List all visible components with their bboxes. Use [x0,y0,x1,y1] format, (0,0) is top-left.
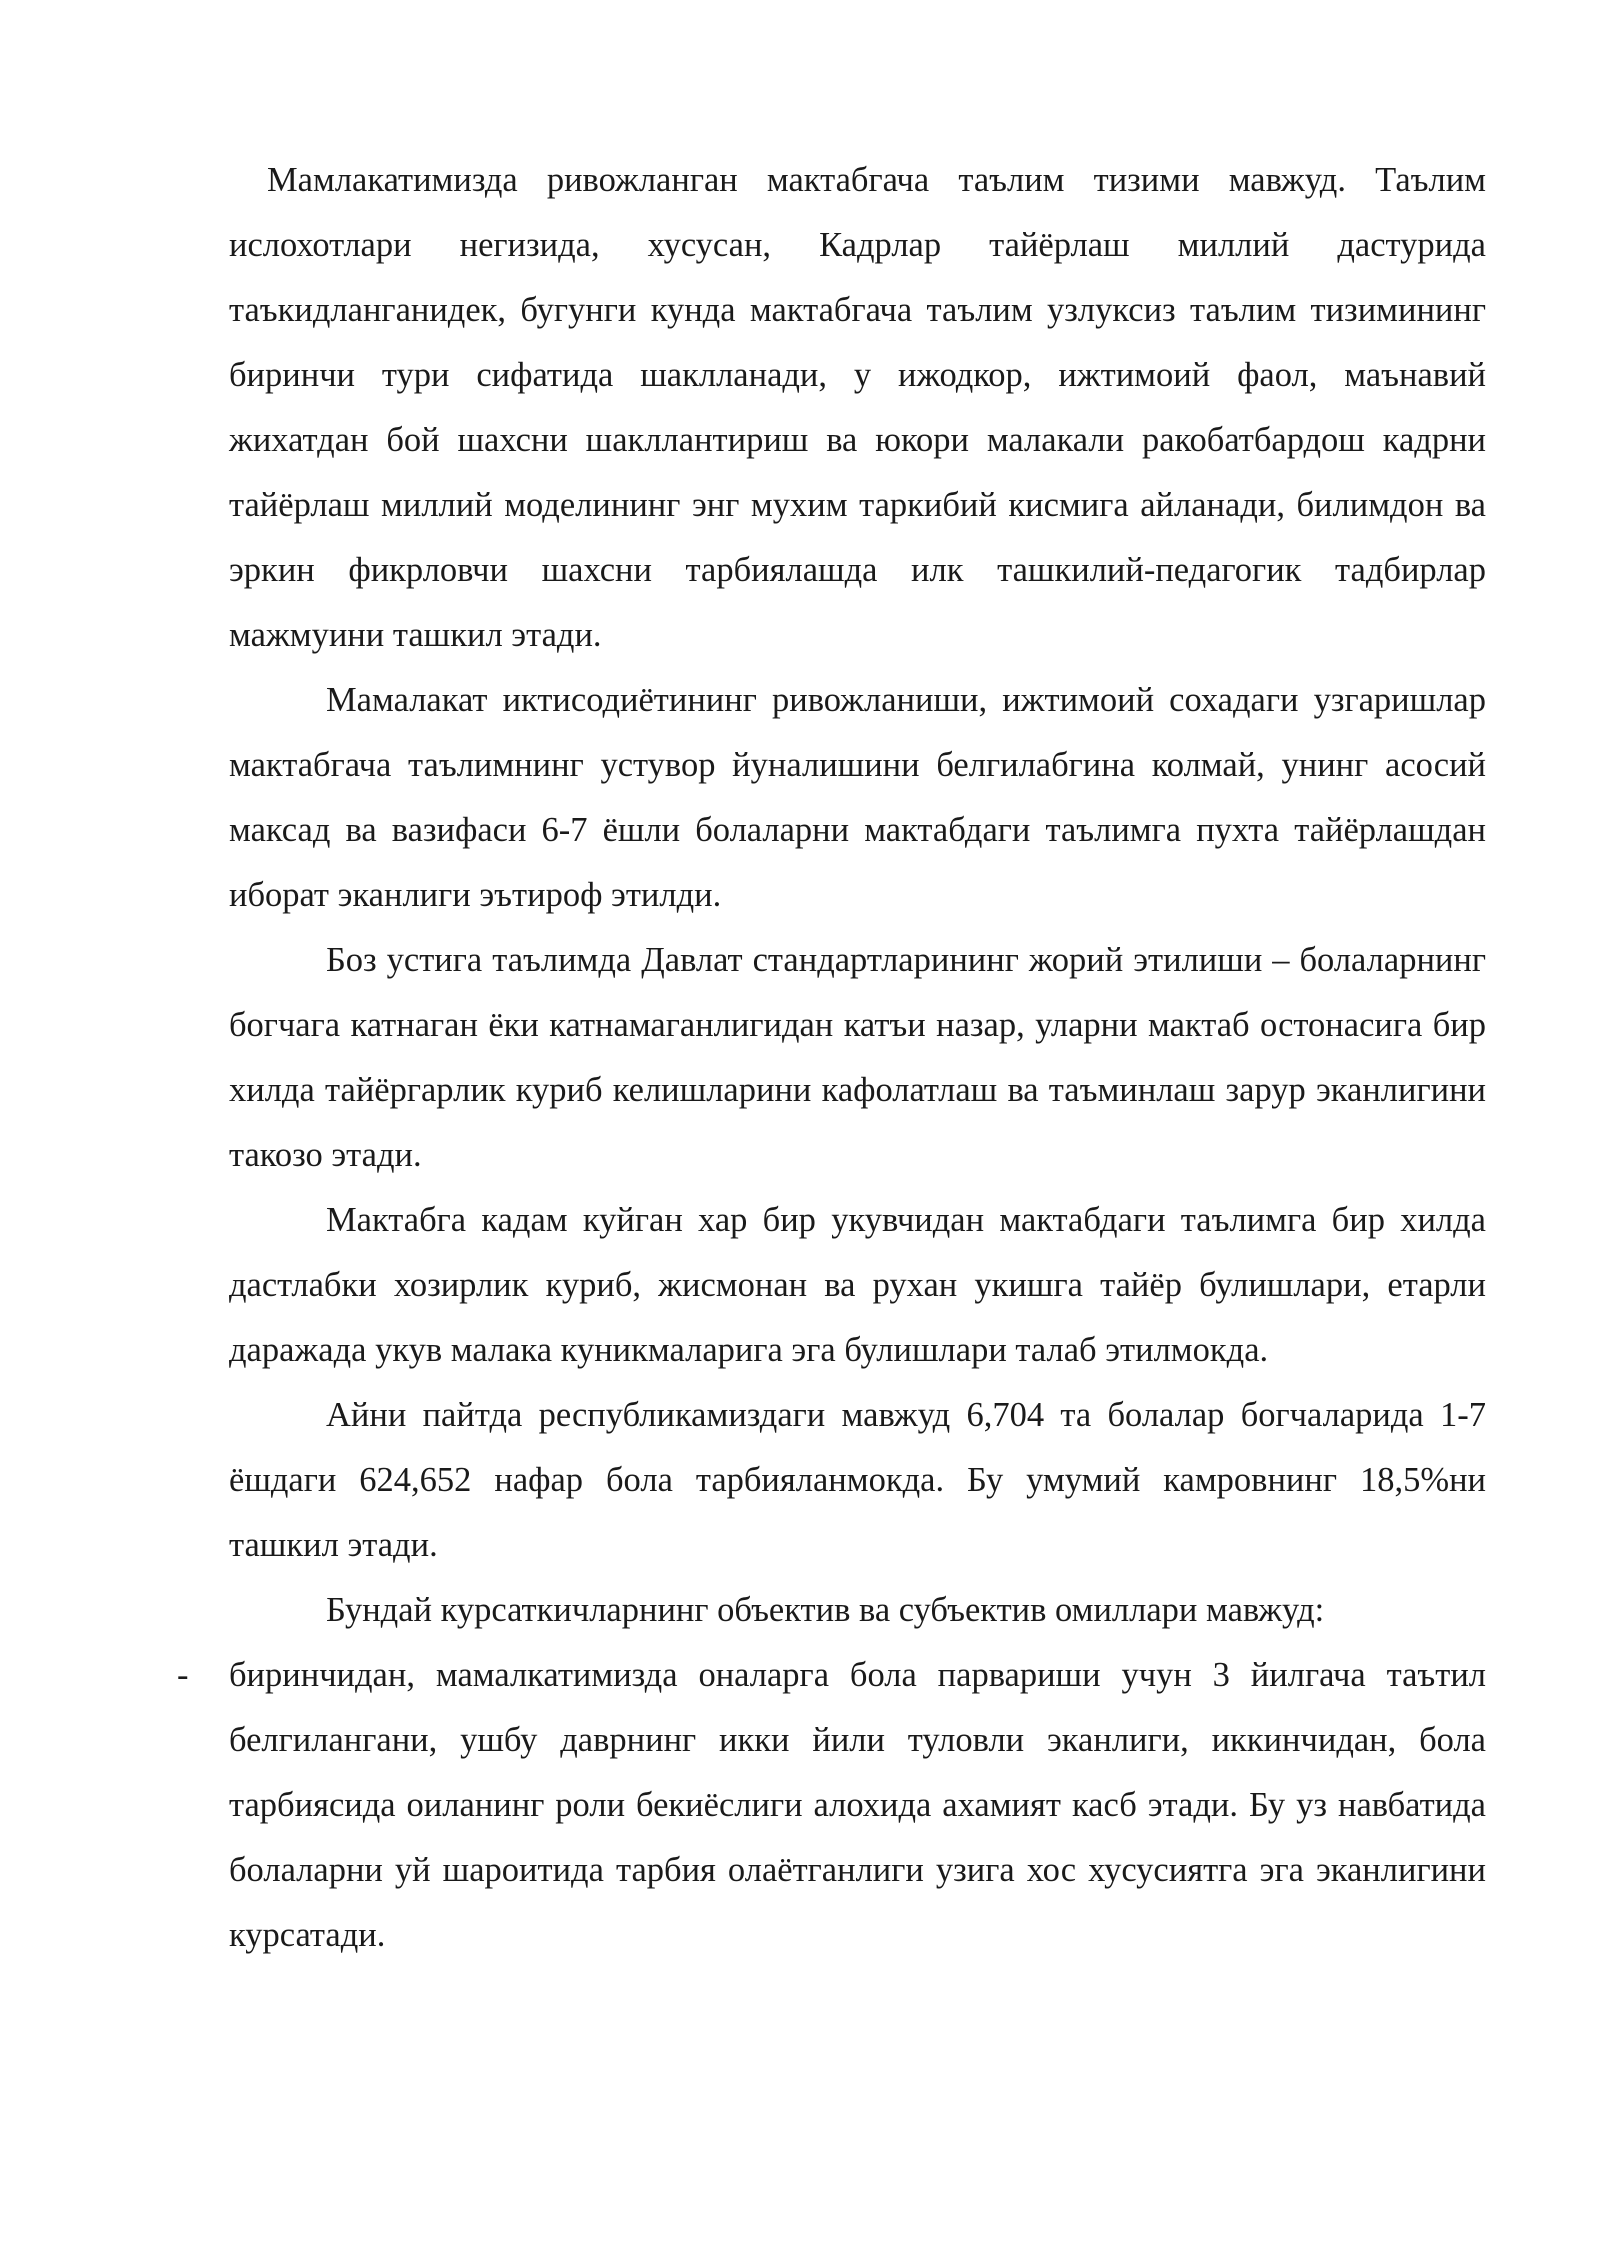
paragraph-3: Боз устига таълимда Давлат стандартларининг жорий этилиши – болаларнинг богчага катнаган ёки катнамаганлигидан катъи назар, уларни мактаб остонасига бир хилда тайёргарлик куриб келишларини кафолатлаш ва таъминлаш зарур эканлигини такозо этади. [229,941,1486,1174]
document-body [177,148,1486,1968]
list-item-text: биринчидан, мамалкатимизда оналарга бола парвариши учун 3 йилгача таътил белгилангани, ушбу даврнинг икки йили туловли эканлиги, иккинчидан, бола тарбиясида оиланинг роли бекиёслиги алохида ахамият касб этади. Бу уз навбатида болаларни уй шароитида тарбия олаётганлиги узига хос хусусиятга эга эканлигини курсатади. [229,1656,1486,1954]
list-item [177,1643,1486,1968]
paragraph-2: Мамалакат иктисодиётининг ривожланиши, ижтимоий сохадаги узгаришлар мактабгача таълимнинг устувор йуналишини белгилабгина колмай, унинг асосий максад ва вазифаси 6-7 ёшли болаларни мактабдаги таълимга пухта тайёрлашдан иборат эканлиги эътироф этилди. [229,681,1486,914]
list-bullet: - [177,1656,189,1694]
paragraph-1: Мамлакатимизда ривожланган мактабгача таълим тизими мавжуд. Таълим ислохотлари негизида, хусусан, Кадрлар тайёрлаш миллий дастурида таъкидланганидек, бугунги кунда мактабгача таълим узлуксиз таълим тизимининг биринчи тури сифатида шаклланади, у ижодкор, ижтимоий фаол, маънавий жихатдан бой шахсни шакллантириш ва юкори малакали ракобатбардош кадрни тайёрлаш миллий моделининг энг мухим таркибий кисмига айланади, билимдон ва эркин фикрловчи шахсни тарбиялашда илк ташкилий-педагогик тадбирлар мажмуини ташкил этади. [229,161,1486,654]
paragraph-5: Айни пайтда республикамиздаги мавжуд 6,704 та болалар богчаларида 1-7 ёшдаги 624,652 нафар бола тарбияланмокда. Бу умумий камровнинг 18,5%ни ташкил этади. [229,1396,1486,1564]
paragraph-4: Мактабга кадам куйган хар бир укувчидан мактабдаги таълимга бир хилда дастлабки хозирлик куриб, жисмонан ва рухан укишга тайёр булишлари, етарли даражада укув малака куникмаларига эга булишлари талаб этилмокда. [229,1201,1486,1369]
paragraph-6: Бундай курсаткичларнинг объектив ва субъектив омиллари мавжуд: [326,1591,1325,1629]
